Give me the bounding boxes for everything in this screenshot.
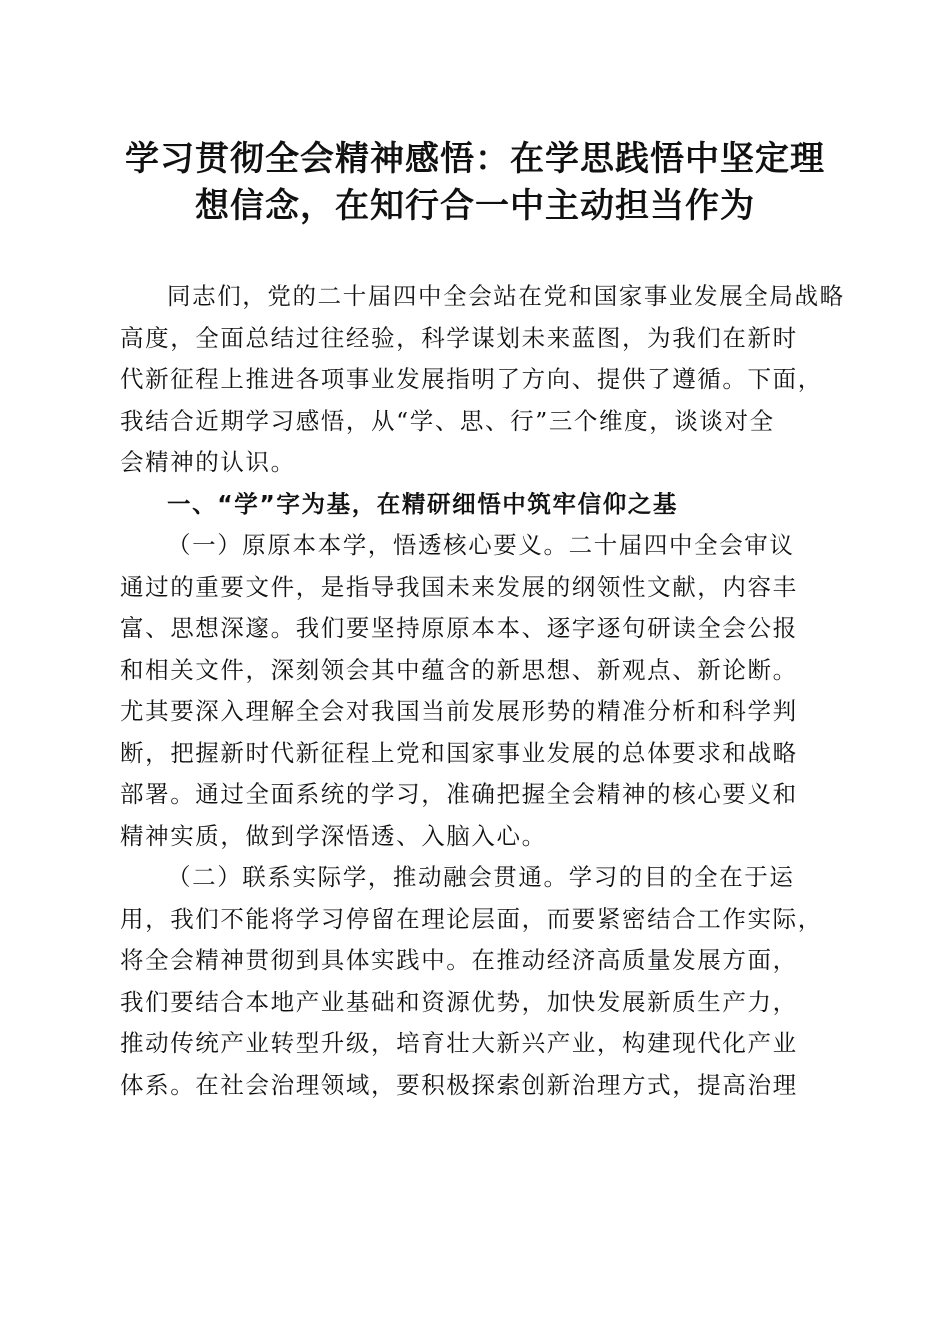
title-line: 想信念，在知行合一中主动担当作为 (195, 186, 755, 226)
paragraph-line: 会精神的认识。 (120, 448, 296, 476)
document-title (100, 136, 850, 230)
paragraph-line: 和相关文件，深刻领会其中蕴含的新思想、新观点、新论断。 (120, 655, 798, 684)
paragraph-line: 精神实质，做到学深悟透、入脑入心。 (120, 821, 547, 850)
paragraph-line: 富、思想深邃。我们要坚持原原本本、逐字逐句研读全会公报 (120, 614, 798, 642)
paragraph-line: 用，我们不能将学习停留在理论层面，而要紧密结合工作实际， (120, 904, 823, 933)
paragraph-line: 高度，全面总结过往经验，科学谋划未来蓝图，为我们在新时 (120, 323, 798, 352)
paragraph-line: （二）联系实际学，推动融会贯通。学习的目的全在于运 (167, 863, 795, 891)
paragraph-line: 尤其要深入理解全会对我国当前发展形势的精准分析和科学判 (120, 697, 798, 725)
title-line: 学习贯彻全会精神感悟：在学思践悟中坚定理 (125, 139, 825, 179)
paragraph-line: 将全会精神贯彻到具体实践中。在推动经济高质量发展方面， (120, 946, 798, 974)
subsection-2-paragraph (120, 857, 834, 1106)
paragraph-line: 我们要结合本地产业基础和资源优势，加快发展新质生产力， (120, 987, 798, 1016)
paragraph-line: 代新征程上推进各项事业发展指明了方向、提供了遵循。下面， (120, 365, 823, 393)
paragraph-line: 部署。通过全面系统的学习，准确把握全会精神的核心要义和 (120, 780, 798, 808)
intro-paragraph (120, 276, 845, 484)
paragraph-line: 推动传统产业转型升级，培育壮大新兴产业，构建现代化产业 (120, 1029, 798, 1057)
paragraph-line: 通过的重要文件，是指导我国未来发展的纲领性文献，内容丰 (120, 572, 798, 601)
paragraph-line: （一）原原本本学，悟透核心要义。二十届四中全会审议 (167, 531, 795, 559)
section-heading: 一、“学”字为基，在精研细悟中筑牢信仰之基 (167, 489, 678, 518)
paragraph-line: 同志们，党的二十届四中全会站在党和国家事业发展全局战略 (167, 282, 845, 310)
paragraph-line: 断，把握新时代新征程上党和国家事业发展的总体要求和战略 (120, 738, 798, 767)
subsection-1-paragraph (120, 525, 834, 857)
document-body (120, 276, 845, 1106)
paragraph-line: 我结合近期学习感悟，从“学、思、行”三个维度，谈谈对全 (120, 406, 775, 435)
paragraph-line: 体系。在社会治理领域，要积极探索创新治理方式，提高治理 (120, 1070, 798, 1099)
